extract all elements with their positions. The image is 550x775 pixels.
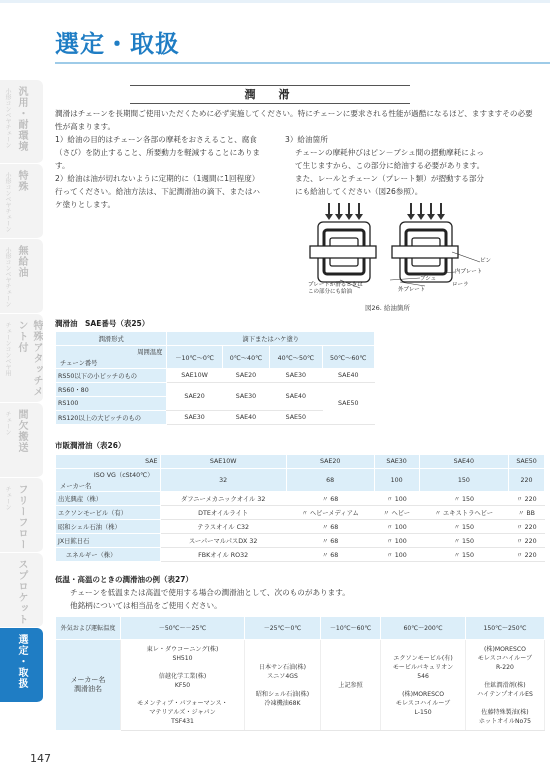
t25-chain: RS50以下の小ピッチのもの — [56, 369, 167, 383]
sidebar-item-selection[interactable] — [0, 628, 43, 703]
t25-h-method: 潤滑形式 — [56, 332, 167, 346]
sidebar-item-sub: チェーン — [4, 486, 11, 510]
t26-cell: 〃 100 — [374, 534, 419, 548]
sidebar-item-label: スプロケット — [16, 559, 27, 625]
t26-cell: 〃 150 — [419, 534, 508, 548]
t25-cell: SAE40 — [222, 411, 269, 425]
t26-cell: 〃 68 — [286, 548, 374, 562]
table27-text-1: チェーンを低温または高温で使用する場合の潤滑油として、次のものがあります。 — [70, 588, 350, 597]
t26-maker: 出光興産（株） — [56, 492, 161, 506]
t25-h-drip: 滴下またはハケ塗り — [167, 332, 375, 346]
table27-intro — [70, 586, 540, 612]
t26-cell: 〃 100 — [374, 548, 419, 562]
t26-cell: 〃 150 — [419, 492, 508, 506]
t25-cell: SAE30 — [270, 369, 322, 383]
t26-cell: 〃 150 — [419, 548, 508, 562]
t26-cell: ダフニーメカニックオイル 32 — [160, 492, 286, 506]
sidebar-item-intermittent[interactable] — [0, 403, 43, 478]
sidebar-item-label: 選定・取扱 — [16, 634, 27, 689]
table-row — [56, 534, 545, 548]
t26-iso: 220 — [509, 469, 545, 492]
table25 — [55, 331, 375, 425]
sidebar-item-label: 特殊 — [16, 170, 27, 192]
sidebar-item-sub: 小形コンベヤチェーン — [4, 172, 11, 232]
t26-cell: 〃 220 — [509, 548, 545, 562]
label-inner-plate: 内プレート — [455, 269, 483, 275]
t26-maker: 昭和シェル石油（株） — [56, 520, 161, 534]
t27-temp: －25℃～0℃ — [245, 617, 321, 640]
t26-cell: 〃 100 — [374, 520, 419, 534]
t26-sae: SAE40 — [419, 455, 508, 469]
t25-cell: SAE40 — [270, 383, 322, 411]
t27-row-label: メーカー名 潤滑油名 — [56, 640, 121, 731]
sidebar-item-sub: チェーンコンベヤ用 — [4, 322, 11, 376]
t25-temp: －10℃～0℃ — [167, 346, 222, 369]
table-row — [56, 383, 375, 397]
t26-h-maker: メーカー名 — [60, 483, 92, 490]
intro-item-3-title: 3）給油箇所 — [285, 135, 328, 144]
table-row — [56, 492, 545, 506]
sidebar-item-sprocket[interactable] — [0, 553, 43, 628]
table25-title: 潤滑油 SAE番号（表25） — [55, 319, 150, 328]
table26-title: 市販潤滑油（表26） — [55, 441, 126, 450]
t25-cell: SAE50 — [270, 411, 322, 425]
t25-h-temp: 周囲温度 — [137, 349, 163, 356]
t26-sae: SAE30 — [374, 455, 419, 469]
t25-cell: SAE50 — [322, 383, 374, 425]
t26-sae: SAE10W — [160, 455, 286, 469]
t27-cell: 日本サン石油(株) スニソ4GS 昭和シェル石油(株) 冷凍機油68K — [245, 640, 321, 731]
t25-cell: SAE40 — [322, 369, 374, 383]
t26-cell: DTEオイルライト — [160, 506, 286, 520]
t26-cell: 〃 68 — [286, 492, 374, 506]
label-outer-plate: 外プレート — [398, 287, 426, 293]
t26-cell: 〃 220 — [509, 520, 545, 534]
sidebar-item-sub: 小形コンベヤチェーン — [4, 88, 11, 148]
page-title: 選定・取扱 — [55, 30, 180, 58]
label-pin: ピン — [480, 258, 492, 264]
t26-cell: 〃 68 — [286, 520, 374, 534]
t26-cell: 〃 ヘビーメディアム — [286, 506, 374, 520]
t27-cell: (株)MORESCO モレスコハイルーブ R-220 住鉱潤滑剤(株) ハイテンプオイルES 佐藤特殊製油(株) ホットオイルNo75 — [465, 640, 544, 731]
t26-cell: FBKオイル RO32 — [160, 548, 286, 562]
table-row — [56, 640, 545, 731]
t26-sae: SAE50 — [509, 455, 545, 469]
t26-cell: 〃 220 — [509, 492, 545, 506]
sidebar-item-label: フリーフロー — [16, 484, 27, 550]
intro-text — [55, 107, 540, 211]
t26-iso: 68 — [286, 469, 374, 492]
sidebar-item-label: 間欠搬送 — [16, 409, 27, 453]
t26-h-iso: ISO VG（cSt40℃） — [93, 472, 154, 479]
t26-iso: 32 — [160, 469, 286, 492]
label-roller: ローラ — [452, 282, 469, 288]
t26-iso: 150 — [419, 469, 508, 492]
t26-cell: 〃 220 — [509, 534, 545, 548]
sidebar-item-label: 汎用・耐環境 — [16, 86, 27, 152]
section-heading: 潤 滑 — [130, 85, 410, 104]
title-rule — [55, 62, 550, 64]
sidebar-item-label: 無給油 — [16, 245, 27, 278]
t25-cell: SAE20 — [222, 369, 269, 383]
t25-cell: SAE30 — [222, 383, 269, 411]
sidebar-item-special[interactable] — [0, 164, 43, 239]
t26-iso: 100 — [374, 469, 419, 492]
sidebar-item-sub: チェーン — [4, 411, 11, 435]
page-number: 147 — [30, 752, 51, 765]
figure-caption: 図26. 給油箇所 — [365, 304, 410, 312]
sidebar-item-freeflow[interactable] — [0, 478, 43, 553]
t27-cell: 東レ・ダウコーニング(株) SH510 信越化学工業(株) KF50 モメンティブ・パフォーマンス・ マテリアルズ・ジャパン TSF431 — [121, 640, 245, 731]
t25-h-chain: チェーン番号 — [60, 360, 98, 367]
sidebar-item-general[interactable] — [0, 80, 43, 164]
t26-cell: 〃 ヘビー — [374, 506, 419, 520]
t27-temp: 150℃～250℃ — [465, 617, 544, 640]
t26-maker: エクソンモービル（有） — [56, 506, 161, 520]
t27-cell: エクソンモービル(有) モービルバキュリオン 546 (株)MORESCO モレスコハイルーブ L-150 — [381, 640, 466, 731]
t25-chain: RS120以上の大ピッチのもの — [56, 411, 167, 425]
table26 — [55, 454, 545, 562]
t26-sae: SAE20 — [286, 455, 374, 469]
top-rule — [0, 0, 550, 3]
t25-temp: 40℃～50℃ — [270, 346, 322, 369]
chain-link-right — [392, 222, 458, 282]
lubrication-point-diagram — [300, 200, 500, 315]
t27-cell: 上記参照 — [320, 640, 380, 731]
sidebar-item-attachment[interactable] — [0, 314, 43, 403]
t27-h-temp: 外気および運転温度 — [56, 617, 121, 640]
intro-paragraph: 潤滑はチェーンを長期間ご使用いただくために必ず実施してください。特にチェーンに要求される性能が過酷になるほど、ますますその必要性が高まります。 — [55, 109, 533, 131]
chain-link-left — [310, 222, 376, 282]
t26-cell: 〃 BB — [509, 506, 545, 520]
t26-cell: 〃 エキストラヘビー — [419, 506, 508, 520]
table-row — [56, 369, 375, 383]
table27-text-2: 他銘柄については相当品をご使用ください。 — [70, 601, 222, 610]
table-row — [56, 506, 545, 520]
t25-temp: 0℃～40℃ — [222, 346, 269, 369]
t25-cell: SAE30 — [167, 411, 222, 425]
intro-item-2: 2）給油は油が切れないように定期的に（1週間に1回程度）行ってください。給油方法は、下記潤滑油の滴下、またはハケ塗りとします。 — [55, 174, 261, 209]
t25-cell: SAE20 — [167, 383, 222, 411]
intro-item-1: 1）給油の目的はチェーン各部の摩耗をおさえること、腐食（さび）を防止すること、所要動力を軽減することにあります。 — [55, 135, 261, 170]
t27-temp: －10℃～60℃ — [320, 617, 380, 640]
table-row — [56, 548, 545, 562]
label-note-1: プレートが滑るときは — [308, 282, 363, 288]
t26-cell: 〃 68 — [286, 534, 374, 548]
sidebar-item-sub: 小形コンベヤチェーン — [4, 247, 11, 307]
t26-cell: テラスオイル C32 — [160, 520, 286, 534]
intro-item-3: チェーンの摩耗仲びはピン－ブシュ間の摺動摩耗によって生じますから、この部分に給油する必要があります。また、レールとチェーン（プレート類）が摺動する部分にも給油してください（図26参照）。 — [295, 148, 485, 196]
table27-title: 低温・高温のときの潤滑油の例（表27） — [55, 575, 193, 584]
t26-maker: JX日鉱日石 — [56, 534, 161, 548]
t26-maker: エネルギー（株） — [56, 548, 161, 562]
t26-cell: スーパーマルパスDX 32 — [160, 534, 286, 548]
sidebar-item-label: 特殊アタッチメント付 — [16, 320, 42, 397]
t25-temp: 50℃～60℃ — [322, 346, 374, 369]
sidebar-item-oilfree[interactable] — [0, 239, 43, 314]
t25-chain: RS60・80 — [56, 383, 167, 397]
table-row — [56, 520, 545, 534]
t26-h-sae: SAE — [56, 455, 161, 469]
label-note-2: この部分にも給油 — [308, 289, 353, 295]
t25-chain: RS100 — [56, 397, 167, 411]
table27 — [55, 616, 545, 731]
t26-cell: 〃 100 — [374, 492, 419, 506]
t27-temp: －50℃～－25℃ — [121, 617, 245, 640]
t27-temp: 60℃～200℃ — [381, 617, 466, 640]
oil-arrow — [325, 203, 445, 220]
t26-cell: 〃 150 — [419, 520, 508, 534]
label-bush: ブシュ — [420, 276, 437, 282]
t25-cell: SAE10W — [167, 369, 222, 383]
